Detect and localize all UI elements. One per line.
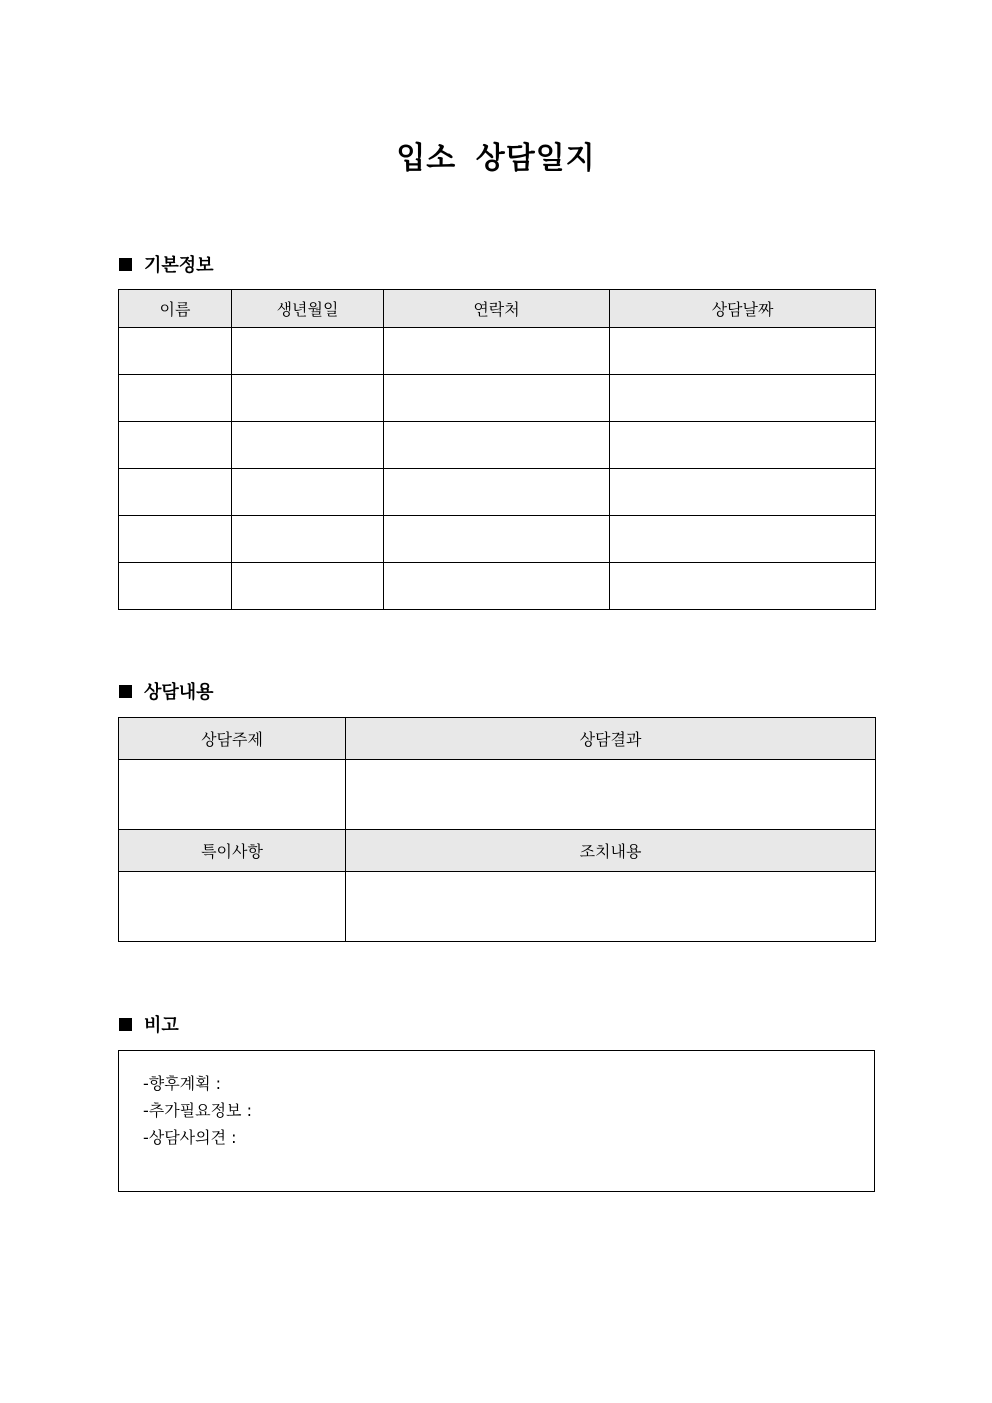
cell-contact[interactable] [384, 328, 610, 375]
section-heading-remarks-label: 비고 [144, 1015, 179, 1036]
section-heading-basic [119, 252, 214, 276]
cell-birthdate[interactable] [232, 563, 384, 610]
header-consult-topic: 상담주제 [119, 718, 346, 760]
cell-consult-date[interactable] [610, 516, 876, 563]
header-special-notes: 특이사항 [119, 830, 346, 872]
consultation-content-table [118, 717, 876, 942]
header-action-taken: 조치내용 [346, 830, 876, 872]
cell-contact[interactable] [384, 563, 610, 610]
cell-contact[interactable] [384, 469, 610, 516]
table-row [119, 516, 876, 563]
cell-birthdate[interactable] [232, 375, 384, 422]
header-consult-result: 상담결과 [346, 718, 876, 760]
cell-consult-date[interactable] [610, 375, 876, 422]
table-row [119, 375, 876, 422]
cell-name[interactable] [119, 516, 232, 563]
cell-consult-date[interactable] [610, 563, 876, 610]
cell-special-notes[interactable] [119, 872, 346, 942]
cell-consult-topic[interactable] [119, 760, 346, 830]
section-heading-basic-label: 기본정보 [144, 255, 214, 276]
cell-name[interactable] [119, 328, 232, 375]
table-row [119, 563, 876, 610]
section-heading-content-label: 상담내용 [144, 682, 214, 703]
cell-consult-date[interactable] [610, 469, 876, 516]
basic-info-table [118, 289, 876, 610]
table-header-row [119, 290, 876, 328]
cell-birthdate[interactable] [232, 469, 384, 516]
table-row [119, 760, 876, 830]
cell-birthdate[interactable] [232, 422, 384, 469]
remarks-box[interactable] [118, 1050, 875, 1192]
cell-name[interactable] [119, 563, 232, 610]
remarks-item-future-plan: -향후계획 : [143, 1074, 222, 1093]
square-bullet-icon [119, 258, 132, 271]
cell-contact[interactable] [384, 516, 610, 563]
table-header-row [119, 830, 876, 872]
cell-name[interactable] [119, 422, 232, 469]
cell-consult-date[interactable] [610, 328, 876, 375]
column-header-consult-date: 상담날짜 [610, 290, 876, 328]
page-title: 입소 상담일지 [396, 141, 596, 176]
column-header-name: 이름 [119, 290, 232, 328]
cell-name[interactable] [119, 375, 232, 422]
cell-contact[interactable] [384, 422, 610, 469]
column-header-contact: 연락처 [384, 290, 610, 328]
cell-action-taken[interactable] [346, 872, 876, 942]
cell-name[interactable] [119, 469, 232, 516]
remarks-item-counselor-opinion: -상담사의견 : [143, 1128, 237, 1147]
remarks-item-additional-info: -추가필요정보 : [143, 1101, 252, 1120]
cell-birthdate[interactable] [232, 516, 384, 563]
cell-birthdate[interactable] [232, 328, 384, 375]
table-row [119, 469, 876, 516]
table-header-row [119, 718, 876, 760]
square-bullet-icon [119, 685, 132, 698]
cell-consult-result[interactable] [346, 760, 876, 830]
table-row [119, 328, 876, 375]
remarks-list [143, 1070, 252, 1151]
table-row [119, 872, 876, 942]
column-header-birthdate: 생년월일 [232, 290, 384, 328]
square-bullet-icon [119, 1018, 132, 1031]
table-row [119, 422, 876, 469]
section-heading-content [119, 679, 214, 703]
cell-consult-date[interactable] [610, 422, 876, 469]
cell-contact[interactable] [384, 375, 610, 422]
section-heading-remarks [119, 1012, 179, 1036]
